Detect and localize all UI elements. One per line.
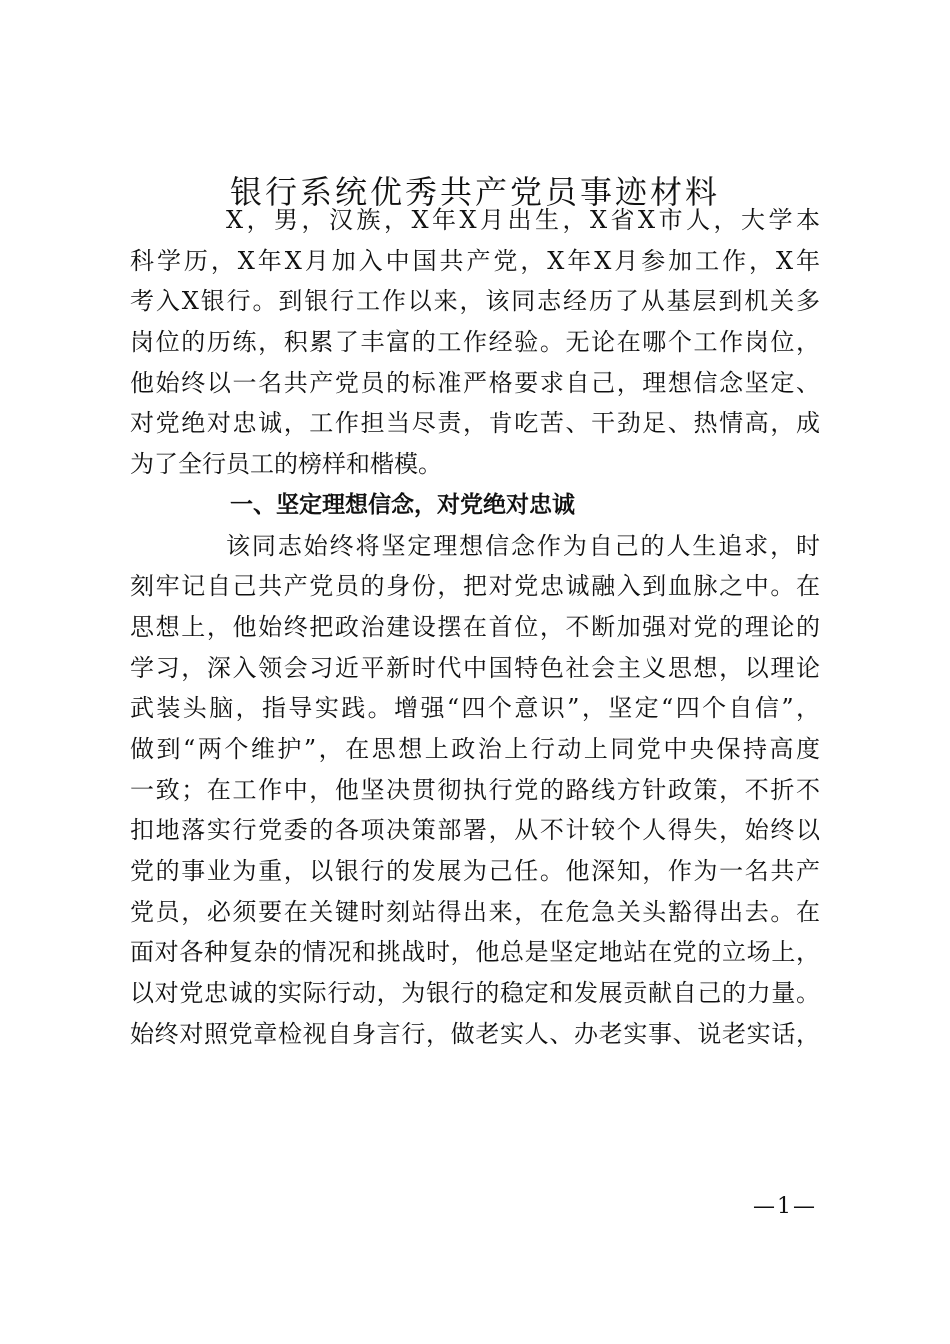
- intro-line-4: 岗位的历练，积累了丰富的工作经验。无论在哪个工作岗位，: [130, 328, 820, 357]
- document-body: [130, 200, 820, 1054]
- section-line-10: 党员，必须要在关键时刻站得出来，在危急关头豁得出去。在: [130, 897, 820, 926]
- section-line-1: 该同志始终将坚定理想信念作为自己的人生追求，时: [226, 531, 820, 560]
- section-line-2: 刻牢记自己共产党员的身份，把对党忠诚融入到血脉之中。在: [130, 572, 820, 601]
- intro-line-3: 考入X银行。到银行工作以来，该同志经历了从基层到机关多: [130, 287, 820, 316]
- section-line-12: 以对党忠诚的实际行动，为银行的稳定和发展贡献自己的力量。: [130, 979, 820, 1008]
- section-line-13: 始终对照党章检视自身言行，做老实人、办老实事、说老实话，: [130, 1019, 820, 1048]
- section-line-7: 一致；在工作中，他坚决贯彻执行党的路线方针政策，不折不: [130, 775, 820, 804]
- intro-line-7: 为了全行员工的榜样和楷模。: [130, 450, 442, 479]
- intro-line-5: 他始终以一名共产党员的标准严格要求自己，理想信念坚定、: [130, 368, 820, 397]
- document-title: 银行系统优秀共产党员事迹材料: [229, 173, 720, 211]
- intro-line-6: 对党绝对忠诚，工作担当尽责，肯吃苦、干劲足、热情高，成: [130, 409, 820, 438]
- intro-line-1: X，男，汉族，X年X月出生，X省X市人，大学本: [226, 206, 820, 234]
- section-line-5: 武装头脑，指导实践。增强“四个意识”，坚定“四个自信”，: [130, 694, 820, 723]
- section-line-8: 扣地落实行党委的各项决策部署，从不计较个人得失，始终以: [130, 816, 820, 845]
- section-line-6: 做到“两个维护”，在思想上政治上行动上同党中央保持高度: [130, 734, 820, 763]
- section-line-3: 思想上，他始终把政治建设摆在首位，不断加强对党的理论的: [130, 612, 820, 641]
- section-heading: 一、坚定理想信念，对党绝对忠诚: [230, 491, 575, 518]
- section-line-9: 党的事业为重，以银行的发展为己任。他深知，作为一名共产: [130, 857, 820, 885]
- section-line-11: 面对各种复杂的情况和挑战时，他总是坚定地站在党的立场上，: [130, 938, 820, 967]
- intro-line-2: 科学历，X年X月加入中国共产党，X年X月参加工作，X年: [130, 246, 820, 275]
- section-line-4: 学习，深入领会习近平新时代中国特色社会主义思想，以理论: [130, 653, 820, 682]
- page-number: —1—: [753, 1194, 817, 1219]
